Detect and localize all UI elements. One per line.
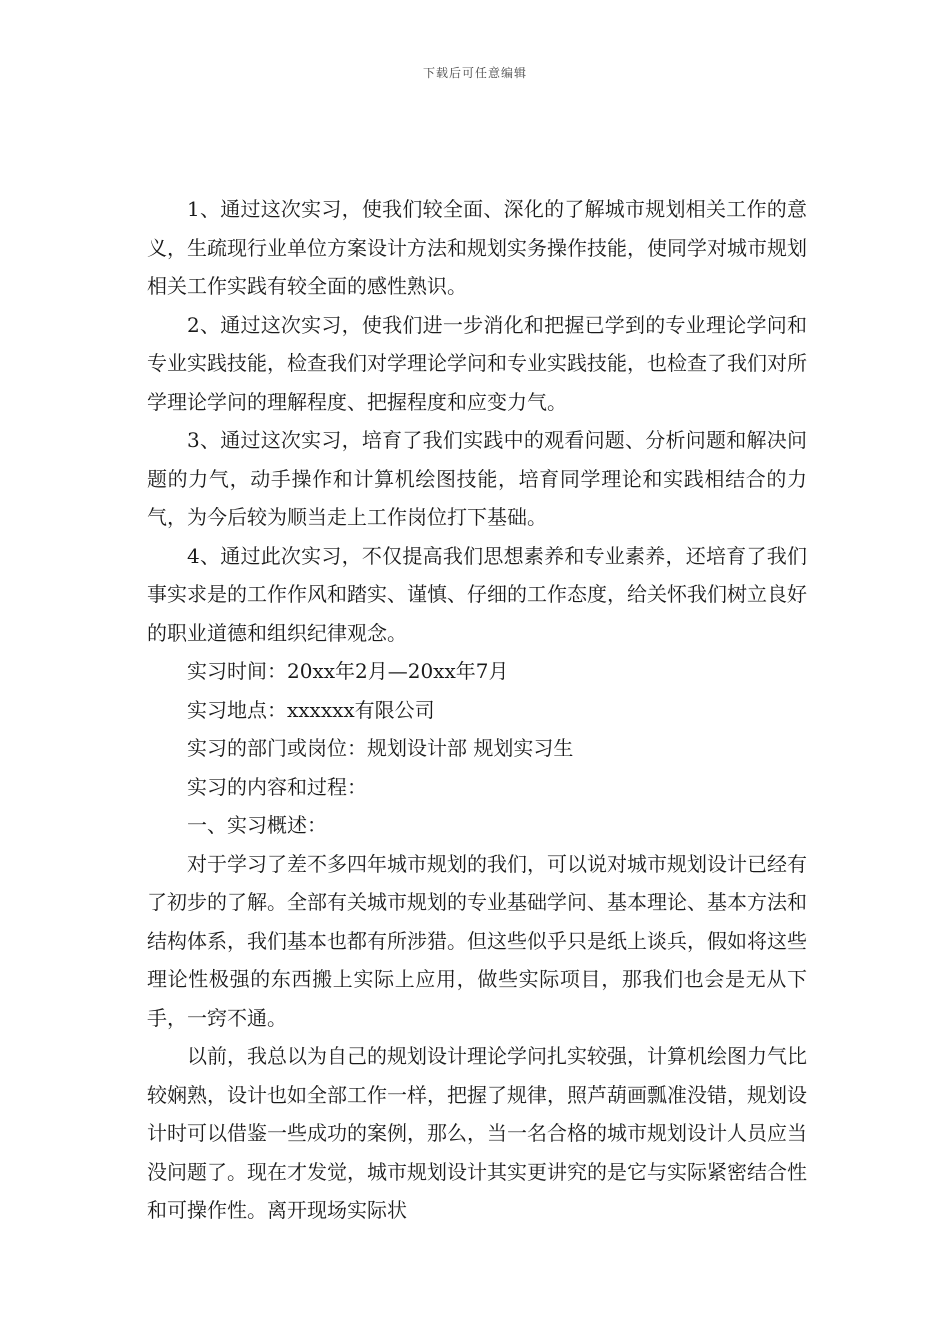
content-heading: 实习的内容和过程： xyxy=(187,774,367,799)
page-header: 下载后可任意编辑 xyxy=(422,66,527,80)
overview-paragraph-1: 对于学习了差不多四年城市规划的我们，可以说对城市规划设计已经有了初步的了解。全部有关城市规划的专业基础学问、基本理论、基本方法和结构体系，我们基本也都有所涉猎。但这些似乎只是纸上谈兵，假如将这些理论性极强的东西搬上实际上应用，做些实际项目，那我们也会是无从下手，一窍不通。 xyxy=(147,851,807,1030)
internship-department: 实习的部门或岗位：规划设计部 规划实习生 xyxy=(187,736,574,760)
overview-paragraph-2: 以前，我总以为自己的规划设计理论学问扎实较强，计算机绘图力气比较娴熟，设计也如全部工作一样，把握了规律，照芦葫画瓢准没错，规划设计时可以借鉴一些成功的案例，那么，当一名合格的城市规划设计人员应当没问题了。现在才发觉，城市规划设计其实更讲究的是它与实际紧密结合性和可操作性。离开现场实际状 xyxy=(147,1044,807,1222)
internship-time: 实习时间：20xx年2月—20xx年7月 xyxy=(187,659,509,683)
paragraph-2: 2、通过这次实习，使我们进一步消化和把握已学到的专业理论学问和专业实践技能，检查我们对学理论学问和专业实践技能，也检查了我们对所学理论学问的理解程度、把握程度和应变力气。 xyxy=(147,312,807,414)
paragraph-1: 1、通过这次实习，使我们较全面、深化的了解城市规划相关工作的意义，生疏现行业单位方案设计方法和规划实务操作技能，使同学对城市规划相关工作实践有较全面的感性熟识。 xyxy=(147,197,807,298)
paragraph-4: 4、通过此次实习，不仅提高我们思想素养和专业素养，还培育了我们事实求是的工作作风和踏实、谨慎、仔细的工作态度，给关怀我们树立良好的职业道德和组织纪律观念。 xyxy=(147,543,807,645)
document-body xyxy=(147,190,807,1230)
section-heading: 一、实习概述： xyxy=(187,813,327,837)
internship-location: 实习地点：xxxxxx有限公司 xyxy=(187,697,435,722)
paragraph-3: 3、通过这次实习，培育了我们实践中的观看问题、分析问题和解决问题的力气，动手操作和计算机绘图技能，培育同学理论和实践相结合的力气，为今后较为顺当走上工作岗位打下基础。 xyxy=(147,428,807,529)
